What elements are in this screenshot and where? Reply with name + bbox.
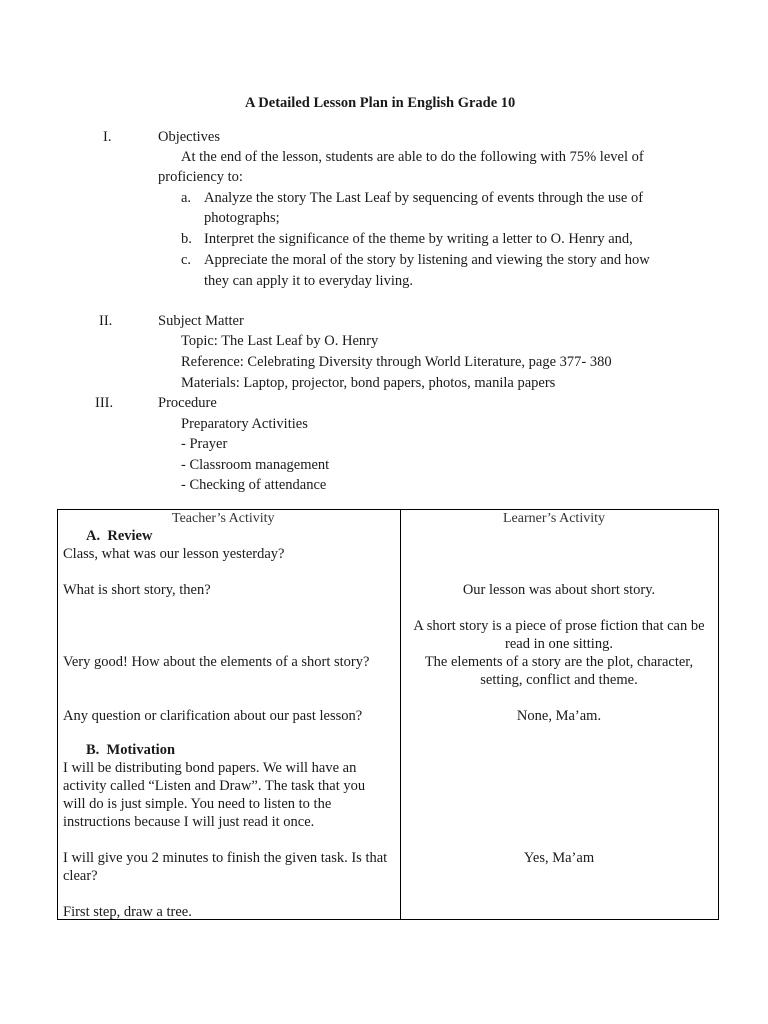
teacher-motivation-p3: First step, draw a tree.: [63, 904, 192, 920]
procedure-item: - Checking of attendance: [181, 477, 327, 493]
section-heading-subject-matter: Subject Matter: [158, 313, 244, 329]
section-numeral: I.: [103, 129, 112, 145]
procedure-item: - Classroom management: [181, 457, 330, 473]
objective-marker: b.: [181, 231, 192, 247]
procedure-item: - Prayer: [181, 436, 228, 452]
objective-text: photographs;: [204, 210, 280, 226]
objective-text: Appreciate the moral of the story by listening and viewing the story and how: [204, 252, 650, 268]
subject-reference: Reference: Celebrating Diversity through World Literature, page 377- 380: [181, 354, 612, 370]
subject-topic: Topic: The Last Leaf by O. Henry: [181, 333, 379, 349]
learner-answer: Yes, Ma’am: [523, 850, 595, 866]
section-numeral: III.: [95, 395, 114, 411]
motivation-heading: B. Motivation: [86, 742, 176, 758]
subject-materials: Materials: Laptop, projector, bond papers, photos, manila papers: [181, 375, 556, 391]
learner-activity-column: [401, 510, 719, 920]
document-title: A Detailed Lesson Plan in English Grade 10: [245, 95, 516, 111]
objective-text: Interpret the significance of the theme by writing a letter to O. Henry and,: [204, 231, 633, 247]
learner-answer: Our lesson was about short story.: [462, 582, 656, 598]
review-heading: A. Review: [86, 528, 153, 544]
teacher-review-q1: Class, what was our lesson yesterday?: [63, 546, 285, 562]
learner-answer: A short story is a piece of prose fiction that can be read in one sitting.: [413, 618, 705, 652]
learner-answer: The elements of a story are the plot, character, setting, conflict and theme.: [424, 654, 694, 688]
section-heading-objectives: Objectives: [158, 129, 221, 145]
teacher-activity-column: [58, 510, 401, 920]
procedure-subheading: Preparatory Activities: [181, 416, 308, 432]
section-heading-procedure: Procedure: [158, 395, 217, 411]
objectives-intro-line1: At the end of the lesson, students are able to do the following with 75% level of: [181, 149, 644, 165]
objective-marker: a.: [181, 190, 192, 206]
objectives-intro-line2: proficiency to:: [158, 169, 243, 185]
teacher-review-q2: What is short story, then?: [63, 582, 211, 598]
teacher-motivation-p1: I will be distributing bond papers. We will have an activity called “Listen and Draw”. The task that you will do is just simple. You need to listen to the instructions because I will just read it once.: [63, 760, 366, 830]
teacher-review-q3: Very good! How about the elements of a short story?: [63, 654, 370, 670]
learner-activity-header: Learner’s Activity: [503, 511, 605, 526]
teacher-motivation-p2: I will give you 2 minutes to finish the given task. Is that clear?: [63, 850, 388, 884]
activity-table: [57, 509, 719, 920]
section-numeral: II.: [99, 313, 113, 329]
objective-marker: c.: [181, 252, 192, 268]
teacher-activity-header: Teacher’s Activity: [172, 511, 275, 526]
learner-answer: None, Ma’am.: [516, 708, 602, 724]
objective-text: they can apply it to everyday living.: [204, 273, 413, 289]
teacher-review-q4: Any question or clarification about our past lesson?: [63, 708, 363, 724]
objective-text: Analyze the story The Last Leaf by sequencing of events through the use of: [204, 190, 644, 206]
